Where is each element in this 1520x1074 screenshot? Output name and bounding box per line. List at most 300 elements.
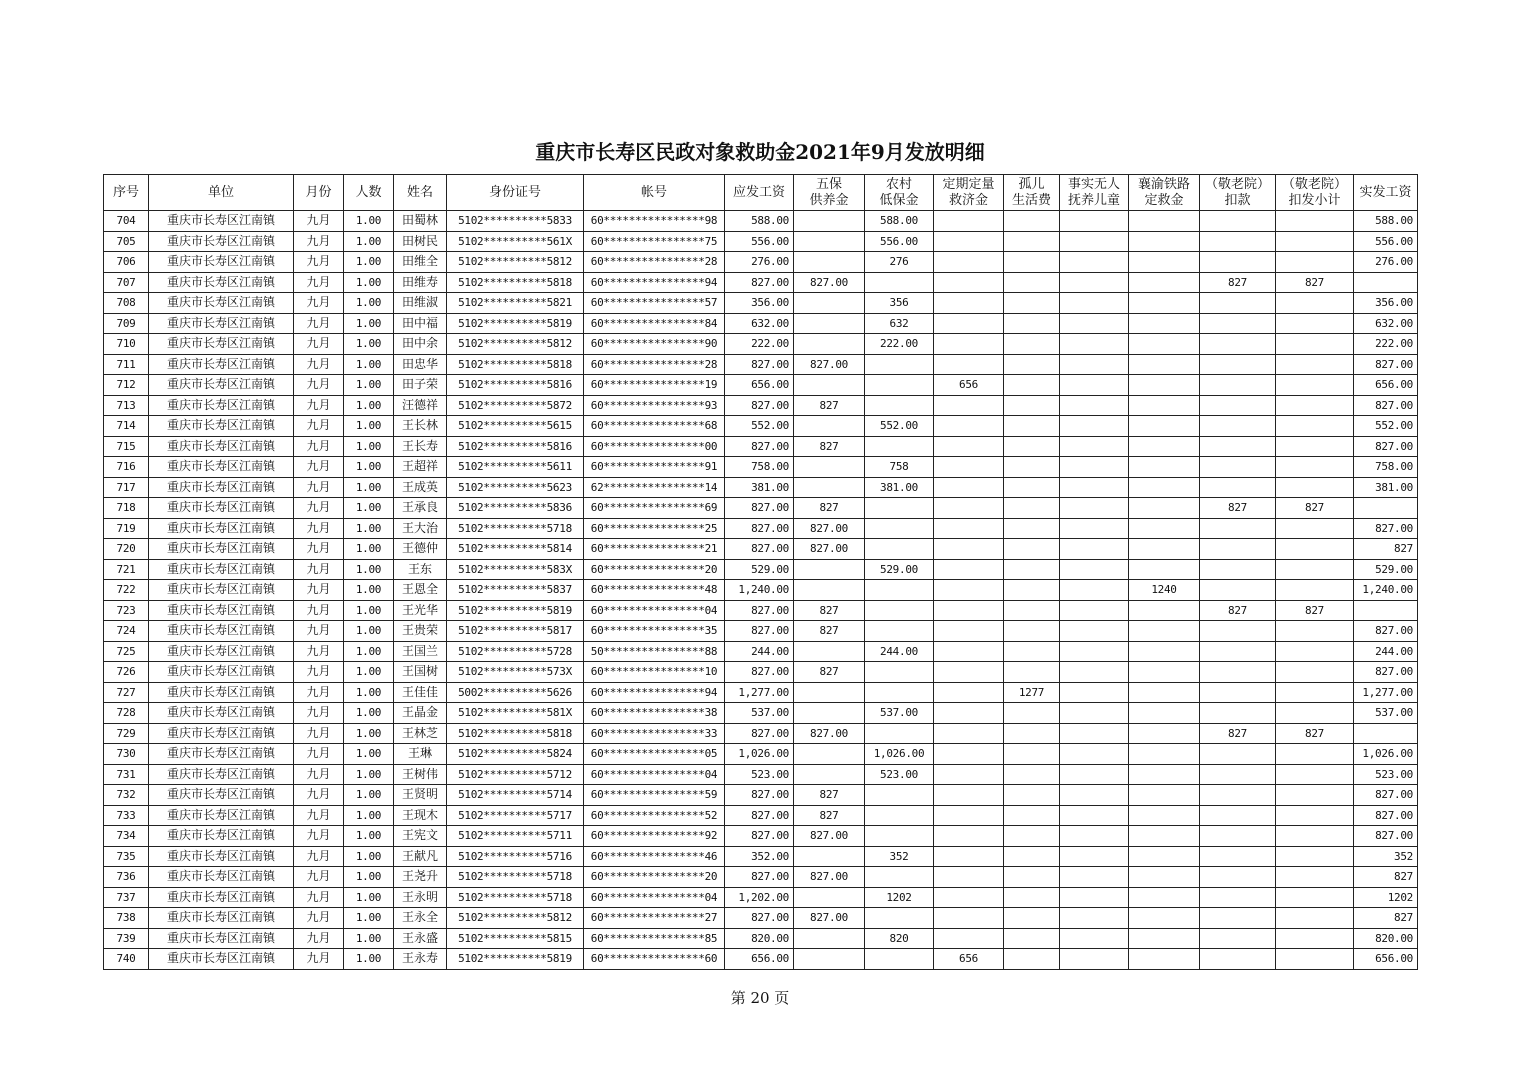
table-cell	[1200, 518, 1276, 539]
table-cell: 九月	[294, 600, 344, 621]
table-cell: 1,240.00	[1354, 580, 1418, 601]
table-cell: 827.00	[794, 908, 865, 929]
table-cell	[1276, 887, 1354, 908]
table-cell	[1060, 211, 1129, 232]
table-cell: 重庆市长寿区江南镇	[149, 477, 294, 498]
table-cell: 60****************04	[584, 764, 725, 785]
table-cell	[934, 211, 1004, 232]
table-cell	[1060, 436, 1129, 457]
table-cell	[1004, 334, 1060, 355]
table-cell	[1129, 805, 1200, 826]
table-row	[104, 682, 1418, 703]
table-cell: 重庆市长寿区江南镇	[149, 211, 294, 232]
table-cell: 737	[104, 887, 149, 908]
table-cell: 王佳佳	[394, 682, 447, 703]
table-cell: 356.00	[1354, 293, 1418, 314]
table-cell: 62****************14	[584, 477, 725, 498]
table-cell	[1276, 621, 1354, 642]
table-cell	[1276, 580, 1354, 601]
table-cell: 729	[104, 723, 149, 744]
column-header: 姓名	[394, 175, 447, 211]
table-cell: 重庆市长寿区江南镇	[149, 498, 294, 519]
table-cell	[1060, 662, 1129, 683]
table-cell	[1129, 518, 1200, 539]
table-cell: 王林芝	[394, 723, 447, 744]
table-cell: 王超祥	[394, 457, 447, 478]
table-cell	[1129, 785, 1200, 806]
table-cell: 728	[104, 703, 149, 724]
table-cell: 731	[104, 764, 149, 785]
table-cell	[1129, 949, 1200, 970]
table-cell: 九月	[294, 211, 344, 232]
table-cell	[1276, 436, 1354, 457]
table-cell: 重庆市长寿区江南镇	[149, 887, 294, 908]
table-cell: 827.00	[1354, 354, 1418, 375]
table-cell: 5102**********5812	[447, 908, 584, 929]
table-cell: 王光华	[394, 600, 447, 621]
table-cell: 735	[104, 846, 149, 867]
table-cell	[794, 928, 865, 949]
table-cell	[1276, 867, 1354, 888]
table-cell	[865, 908, 934, 929]
table-cell: 60****************20	[584, 559, 725, 580]
table-cell: 1.00	[344, 518, 394, 539]
table-cell	[1200, 539, 1276, 560]
table-cell: 王大治	[394, 518, 447, 539]
table-cell: 60****************28	[584, 252, 725, 273]
table-cell	[794, 334, 865, 355]
table-cell: 1.00	[344, 682, 394, 703]
table-cell	[1276, 416, 1354, 437]
table-cell: 重庆市长寿区江南镇	[149, 580, 294, 601]
table-cell: 九月	[294, 641, 344, 662]
table-cell	[1129, 764, 1200, 785]
table-cell	[1200, 375, 1276, 396]
table-cell: 758	[865, 457, 934, 478]
table-row	[104, 703, 1418, 724]
table-cell: 552.00	[1354, 416, 1418, 437]
table-row	[104, 600, 1418, 621]
table-cell: 1202	[1354, 887, 1418, 908]
table-cell: 60****************20	[584, 867, 725, 888]
table-cell: 王贵荣	[394, 621, 447, 642]
table-row	[104, 949, 1418, 970]
table-cell: 276	[865, 252, 934, 273]
table-cell: 田树民	[394, 231, 447, 252]
table-cell: 1,026.00	[865, 744, 934, 765]
table-cell	[1060, 313, 1129, 334]
table-cell: 王永寿	[394, 949, 447, 970]
table-row	[104, 867, 1418, 888]
table-cell	[1129, 723, 1200, 744]
table-cell: 重庆市长寿区江南镇	[149, 334, 294, 355]
table-cell: 827.00	[725, 539, 794, 560]
table-cell: 1.00	[344, 293, 394, 314]
table-cell: 244.00	[865, 641, 934, 662]
table-cell: 九月	[294, 375, 344, 396]
table-cell	[1129, 682, 1200, 703]
table-cell: 716	[104, 457, 149, 478]
table-cell	[865, 867, 934, 888]
table-cell: 5102**********5718	[447, 867, 584, 888]
table-cell	[1129, 867, 1200, 888]
table-cell: 356.00	[725, 293, 794, 314]
table-cell: 5102**********5817	[447, 621, 584, 642]
table-cell	[934, 477, 1004, 498]
table-cell	[1129, 457, 1200, 478]
table-cell: 827	[1276, 600, 1354, 621]
table-cell: 5102**********5837	[447, 580, 584, 601]
table-cell: 重庆市长寿区江南镇	[149, 908, 294, 929]
table-cell	[794, 703, 865, 724]
table-cell: 九月	[294, 498, 344, 519]
table-cell: 827.00	[725, 805, 794, 826]
table-cell	[1060, 928, 1129, 949]
page-number: 第 20 页	[730, 989, 790, 1007]
table-cell	[1004, 928, 1060, 949]
table-cell: 656.00	[725, 949, 794, 970]
table-cell: 九月	[294, 354, 344, 375]
table-cell: 827	[794, 436, 865, 457]
table-cell: 重庆市长寿区江南镇	[149, 682, 294, 703]
table-cell	[1004, 723, 1060, 744]
table-cell	[1060, 600, 1129, 621]
table-cell	[1060, 580, 1129, 601]
table-cell: 708	[104, 293, 149, 314]
table-row	[104, 723, 1418, 744]
table-cell: 九月	[294, 580, 344, 601]
table-row	[104, 744, 1418, 765]
table-cell: 827	[794, 805, 865, 826]
table-cell: 王树伟	[394, 764, 447, 785]
table-cell	[1060, 252, 1129, 273]
table-cell	[794, 559, 865, 580]
table-cell: 1.00	[344, 375, 394, 396]
table-cell	[1004, 272, 1060, 293]
table-cell: 王献凡	[394, 846, 447, 867]
table-cell	[1200, 826, 1276, 847]
table-cell: 重庆市长寿区江南镇	[149, 375, 294, 396]
table-cell	[934, 723, 1004, 744]
table-cell: 5102**********5833	[447, 211, 584, 232]
table-cell: 827.00	[725, 395, 794, 416]
table-cell: 1.00	[344, 580, 394, 601]
table-cell: 740	[104, 949, 149, 970]
column-header: 事实无人 抚养儿童	[1060, 175, 1129, 211]
table-cell: 5102**********5819	[447, 600, 584, 621]
table-cell: 田维淑	[394, 293, 447, 314]
table-cell: 827.00	[725, 518, 794, 539]
table-cell	[1200, 887, 1276, 908]
table-cell	[1129, 354, 1200, 375]
table-cell: 827	[794, 662, 865, 683]
table-cell: 5102**********5714	[447, 785, 584, 806]
table-cell	[1129, 375, 1200, 396]
table-cell: 5102**********5819	[447, 949, 584, 970]
table-cell	[1200, 231, 1276, 252]
table-cell: 王永明	[394, 887, 447, 908]
table-cell: 827.00	[725, 436, 794, 457]
table-cell	[1200, 354, 1276, 375]
table-cell	[1200, 703, 1276, 724]
table-cell: 田忠华	[394, 354, 447, 375]
table-cell: 827.00	[794, 539, 865, 560]
table-cell: 1.00	[344, 826, 394, 847]
table-cell	[794, 293, 865, 314]
table-row	[104, 334, 1418, 355]
table-cell	[934, 805, 1004, 826]
column-header: 孤儿 生活费	[1004, 175, 1060, 211]
table-cell: 60****************19	[584, 375, 725, 396]
table-cell: 1.00	[344, 662, 394, 683]
table-cell: 重庆市长寿区江南镇	[149, 539, 294, 560]
table-cell	[934, 252, 1004, 273]
table-cell: 九月	[294, 436, 344, 457]
table-cell: 重庆市长寿区江南镇	[149, 764, 294, 785]
table-cell	[1276, 334, 1354, 355]
table-cell: 60****************04	[584, 600, 725, 621]
table-cell: 王东	[394, 559, 447, 580]
table-cell: 827	[1200, 723, 1276, 744]
table-cell	[934, 682, 1004, 703]
table-cell: 60****************60	[584, 949, 725, 970]
table-row	[104, 354, 1418, 375]
table-cell: 田子荣	[394, 375, 447, 396]
table-cell	[865, 518, 934, 539]
table-cell	[1060, 703, 1129, 724]
table-cell: 588.00	[865, 211, 934, 232]
table-cell	[1004, 744, 1060, 765]
table-cell: 724	[104, 621, 149, 642]
table-cell: 重庆市长寿区江南镇	[149, 231, 294, 252]
table-cell	[1276, 539, 1354, 560]
table-cell: 352	[865, 846, 934, 867]
table-cell	[934, 641, 1004, 662]
table-cell: 1.00	[344, 805, 394, 826]
table-cell: 重庆市长寿区江南镇	[149, 928, 294, 949]
table-cell	[1004, 498, 1060, 519]
table-cell	[1004, 293, 1060, 314]
table-cell	[934, 354, 1004, 375]
table-cell	[1004, 887, 1060, 908]
table-cell	[934, 867, 1004, 888]
table-cell: 1.00	[344, 928, 394, 949]
table-cell: 60****************59	[584, 785, 725, 806]
table-cell: 820	[865, 928, 934, 949]
table-cell	[934, 928, 1004, 949]
table-cell	[1060, 416, 1129, 437]
table-cell	[1004, 621, 1060, 642]
table-cell	[1060, 621, 1129, 642]
table-cell: 重庆市长寿区江南镇	[149, 826, 294, 847]
table-cell: 352.00	[725, 846, 794, 867]
table-cell	[865, 375, 934, 396]
table-cell	[1200, 457, 1276, 478]
table-cell: 5102**********5821	[447, 293, 584, 314]
table-cell: 重庆市长寿区江南镇	[149, 805, 294, 826]
table-cell: 5102**********5711	[447, 826, 584, 847]
table-cell	[1004, 436, 1060, 457]
table-cell: 721	[104, 559, 149, 580]
table-cell: 710	[104, 334, 149, 355]
table-cell	[794, 846, 865, 867]
table-cell: 5102**********5718	[447, 887, 584, 908]
table-cell: 552.00	[865, 416, 934, 437]
table-cell: 1240	[1129, 580, 1200, 601]
table-cell: 王琳	[394, 744, 447, 765]
table-cell	[1129, 621, 1200, 642]
table-cell	[865, 662, 934, 683]
table-cell: 827	[794, 498, 865, 519]
table-cell	[1200, 682, 1276, 703]
table-cell: 九月	[294, 395, 344, 416]
table-cell: 5102**********5872	[447, 395, 584, 416]
table-cell: 九月	[294, 559, 344, 580]
table-cell: 552.00	[725, 416, 794, 437]
table-cell	[794, 580, 865, 601]
table-cell	[1004, 477, 1060, 498]
table-cell	[794, 375, 865, 396]
table-cell	[1060, 231, 1129, 252]
table-cell	[1276, 457, 1354, 478]
table-cell	[1276, 846, 1354, 867]
table-cell	[794, 641, 865, 662]
table-cell: 重庆市长寿区江南镇	[149, 949, 294, 970]
table-cell: 王长林	[394, 416, 447, 437]
table-cell: 5102**********5818	[447, 354, 584, 375]
table-cell	[1129, 539, 1200, 560]
table-cell: 827.00	[1354, 826, 1418, 847]
table-cell	[1129, 846, 1200, 867]
table-cell: 60****************69	[584, 498, 725, 519]
table-cell: 1.00	[344, 231, 394, 252]
table-cell	[1276, 375, 1354, 396]
table-cell: 827.00	[725, 600, 794, 621]
table-cell	[1276, 477, 1354, 498]
table-cell: 656.00	[725, 375, 794, 396]
table-cell: 5102**********5812	[447, 334, 584, 355]
table-cell: 1.00	[344, 703, 394, 724]
table-cell	[1276, 211, 1354, 232]
table-cell	[934, 334, 1004, 355]
table-cell: 九月	[294, 867, 344, 888]
table-cell	[1276, 908, 1354, 929]
table-cell: 5102**********5812	[447, 252, 584, 273]
table-cell: 田维全	[394, 252, 447, 273]
column-header: 实发工资	[1354, 175, 1418, 211]
table-cell: 王尧升	[394, 867, 447, 888]
table-cell: 827.00	[725, 272, 794, 293]
table-cell: 827.00	[1354, 395, 1418, 416]
table-cell: 重庆市长寿区江南镇	[149, 621, 294, 642]
table-cell	[865, 805, 934, 826]
table-cell: 730	[104, 744, 149, 765]
table-cell	[1200, 293, 1276, 314]
table-cell	[1276, 764, 1354, 785]
table-cell: 356	[865, 293, 934, 314]
column-header: （敬老院） 扣发小计	[1276, 175, 1354, 211]
table-cell: 1.00	[344, 457, 394, 478]
table-cell: 九月	[294, 805, 344, 826]
table-cell: 1,240.00	[725, 580, 794, 601]
table-cell: 588.00	[1354, 211, 1418, 232]
table-cell	[1060, 785, 1129, 806]
table-row	[104, 293, 1418, 314]
table-cell	[1129, 395, 1200, 416]
table-cell: 827.00	[725, 785, 794, 806]
table-cell: 九月	[294, 826, 344, 847]
table-cell	[1060, 354, 1129, 375]
table-cell: 827	[794, 621, 865, 642]
table-cell	[1276, 293, 1354, 314]
table-cell: 60****************75	[584, 231, 725, 252]
table-cell	[1354, 498, 1418, 519]
table-cell: 1.00	[344, 846, 394, 867]
table-cell: 715	[104, 436, 149, 457]
table-cell	[1354, 600, 1418, 621]
table-cell: 709	[104, 313, 149, 334]
table-cell	[794, 211, 865, 232]
table-cell	[934, 293, 1004, 314]
table-cell	[794, 457, 865, 478]
table-cell: 九月	[294, 928, 344, 949]
table-cell	[794, 477, 865, 498]
table-cell: 244.00	[1354, 641, 1418, 662]
table-cell	[1276, 949, 1354, 970]
table-cell: 60****************33	[584, 723, 725, 744]
table-cell	[865, 723, 934, 744]
table-cell: 九月	[294, 908, 344, 929]
table-cell: 1.00	[344, 416, 394, 437]
table-row	[104, 416, 1418, 437]
table-cell: 王宪文	[394, 826, 447, 847]
table-cell: 827	[794, 785, 865, 806]
table-cell	[1276, 682, 1354, 703]
table-cell	[794, 252, 865, 273]
table-cell	[1060, 395, 1129, 416]
table-cell: 827	[794, 395, 865, 416]
table-cell	[1200, 313, 1276, 334]
table-cell: 827.00	[1354, 805, 1418, 826]
table-cell	[1276, 703, 1354, 724]
table-cell: 九月	[294, 231, 344, 252]
table-cell	[1276, 559, 1354, 580]
table-cell: 726	[104, 662, 149, 683]
table-cell: 1.00	[344, 887, 394, 908]
table-cell	[1060, 949, 1129, 970]
table-cell: 1.00	[344, 908, 394, 929]
table-cell	[934, 580, 1004, 601]
table-cell: 1.00	[344, 641, 394, 662]
table-row	[104, 908, 1418, 929]
table-row	[104, 211, 1418, 232]
table-cell	[1200, 785, 1276, 806]
table-cell	[865, 785, 934, 806]
table-cell	[1060, 867, 1129, 888]
table-cell: 60****************85	[584, 928, 725, 949]
table-cell: 827	[1200, 272, 1276, 293]
table-cell: 827.00	[1354, 436, 1418, 457]
table-cell: 537.00	[1354, 703, 1418, 724]
table-cell	[1060, 539, 1129, 560]
table-cell: 60****************48	[584, 580, 725, 601]
table-cell	[1060, 908, 1129, 929]
table-cell: 1.00	[344, 252, 394, 273]
table-cell	[934, 908, 1004, 929]
table-cell: 王长寿	[394, 436, 447, 457]
table-cell: 重庆市长寿区江南镇	[149, 846, 294, 867]
table-cell: 529.00	[865, 559, 934, 580]
